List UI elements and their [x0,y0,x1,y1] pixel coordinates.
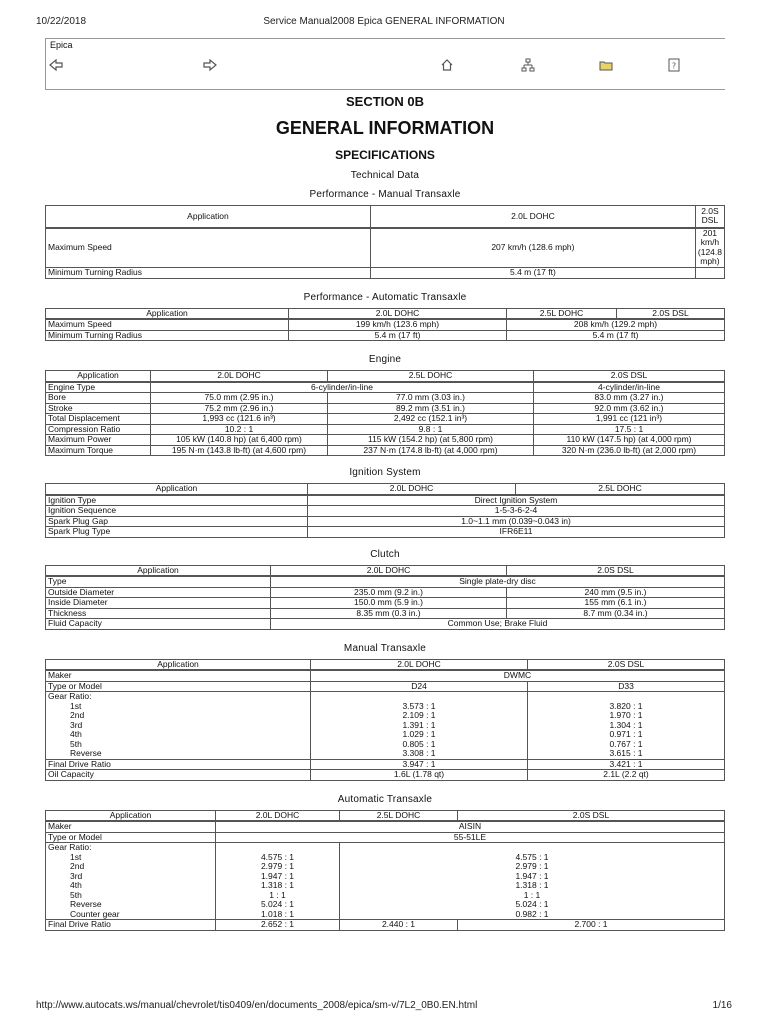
table-row [46,920,725,931]
gear-label: 4th [70,880,82,890]
table-row [46,228,725,268]
cell: 5.4 m (17 ft) [370,268,695,279]
gear-values [311,692,528,760]
table-row [46,821,725,832]
table-header: 2.0S DSL [458,810,725,821]
manual-transaxle-heading: Manual Transaxle [343,642,427,654]
row-label: Total Displacement [46,414,151,425]
cell: 2,492 cc (152.1 in³) [328,414,534,425]
gear-ratio-labels [46,692,311,760]
cell: 110 kW (147.5 hp) (at 4,000 rpm) [534,435,725,446]
row-label: Maximum Speed [46,319,289,330]
ignition-heading: Ignition System [349,467,421,478]
gear-label: 3rd [70,870,83,881]
table-header: 2.0S DSL [534,371,725,382]
auto-transaxle-heading: Automatic Transaxle [337,793,433,805]
table-row [46,319,725,330]
gear-value: 1.318 : 1 [515,880,549,890]
table-header: 2.0L DOHC [370,206,695,228]
gear-label: Counter gear [70,908,120,919]
cell: 1-5-3-6-2-4 [308,506,725,517]
row-label: Outside Diameter [46,587,271,598]
gear-value: 2.979 : 1 [515,861,549,871]
gear-label: 2nd [70,710,85,720]
gear-value: 4.575 : 1 [260,851,295,862]
cell: 55-51LE [216,832,725,843]
page-number: 1/16 [712,1000,732,1011]
cell: 5.4 m (17 ft) [507,330,725,341]
table-header: 2.0L DOHC [289,308,507,319]
gear-value: 4.575 : 1 [515,851,549,862]
cell: 8.35 mm (0.3 in.) [271,608,507,619]
cell: 2.1L (2.2 qt) [528,770,725,781]
cell: 201 km/h (124.8 mph) [695,228,724,268]
svg-text:?: ? [671,61,677,71]
print-date: 10/22/2018 [36,16,87,27]
table-header: 2.0S DSL [695,206,724,228]
cell: 75.0 mm (2.95 in.) [151,393,328,404]
table-header: Application [46,371,151,382]
cell: D33 [528,681,725,692]
print-footer [36,1000,732,1014]
table-header: Application [46,659,311,670]
perf-manual-table [45,205,725,279]
table-row [46,527,725,538]
cell: 2.440 : 1 [340,920,458,931]
cell: IFR6E11 [308,527,725,538]
gear-value: 3.820 : 1 [609,700,643,711]
print-title: Service Manual2008 Epica GENERAL INFORMATION [263,16,505,27]
cell: 2.652 : 1 [216,920,340,931]
table-header: Application [46,206,371,228]
cell: 207 km/h (128.6 mph) [370,228,695,268]
table-row [46,759,725,770]
row-label: Spark Plug Type [46,527,308,538]
table-row [46,268,725,279]
gear-value: 5.024 : 1 [515,899,549,909]
table-row [46,495,725,506]
cell: 3.947 : 1 [311,759,528,770]
cell: 1,993 cc (121.6 in³) [151,414,328,425]
cell: 2.700 : 1 [458,920,725,931]
cell: 150.0 mm (5.9 in.) [271,598,507,609]
row-label: Type [46,576,271,587]
cell: 17.5 : 1 [534,424,725,435]
table-header: Application [46,565,271,576]
gear-value: 3.573 : 1 [402,700,436,711]
table-row [46,843,725,920]
cell: Single plate-dry disc [271,576,725,587]
forward-arrow-icon[interactable] [202,57,218,73]
gear-label: 1st [70,700,82,711]
gear-value: 1 : 1 [523,889,541,900]
cell: 199 km/h (123.6 mph) [289,319,507,330]
gear-ratio-label: Gear Ratio: [48,842,92,852]
table-row [46,506,725,517]
cell: 1.6L (1.78 qt) [311,770,528,781]
gear-label: 1st [70,851,82,862]
table-row [46,424,725,435]
home-icon[interactable] [439,57,455,73]
help-icon[interactable] [666,57,682,73]
gear-value: 1.970 : 1 [609,710,643,720]
row-label: Type or Model [46,681,311,692]
row-label: Ignition Type [46,495,308,506]
cell: 1.0~1.1 mm (0.039~0.043 in) [308,516,725,527]
gear-value: 3.615 : 1 [609,748,643,758]
clutch-table [45,565,725,630]
cell: 155 mm (6.1 in.) [507,598,725,609]
gear-value: 1.947 : 1 [260,870,295,881]
engine-table [45,370,725,456]
table-header: 2.0L DOHC [216,810,340,821]
page-title: GENERAL INFORMATION [275,118,495,138]
row-label: Inside Diameter [46,598,271,609]
cell: 92.0 mm (3.62 in.) [534,403,725,414]
sitemap-icon[interactable] [520,57,536,73]
gear-label: 5th [70,738,82,749]
document-content [45,93,725,931]
cell: 9.8 : 1 [328,424,534,435]
table-header: Application [46,810,216,821]
cell: AISIN [216,821,725,832]
table-row [46,435,725,446]
table-row [46,382,725,393]
row-label: Maximum Torque [46,445,151,456]
gear-value: 1.304 : 1 [609,719,643,730]
cell: 75.2 mm (2.96 in.) [151,403,328,414]
cell: DWMC [311,670,725,681]
manual-transaxle-table [45,659,725,781]
row-label: Maximum Speed [46,228,371,268]
row-label: Stroke [46,403,151,414]
table-header: Application [46,484,308,495]
table-row [46,692,725,760]
folder-icon[interactable] [598,57,614,73]
print-header [36,16,732,30]
gear-label: 5th [70,889,82,900]
gear-label: Reverse [70,748,102,758]
cell: 3.421 : 1 [528,759,725,770]
gear-label: 2nd [70,861,85,871]
row-label: Engine Type [46,382,151,393]
gear-value: 0.982 : 1 [515,908,549,919]
table-row [46,403,725,414]
cell: Common Use; Brake Fluid [271,619,725,630]
cell [695,268,724,279]
gear-value: 3.308 : 1 [402,748,436,758]
row-label: Final Drive Ratio [46,920,216,931]
cell: 4-cylinder/in-line [534,382,725,393]
row-label: Oil Capacity [46,770,311,781]
gear-ratio-labels [46,843,216,920]
gear-value: 1.947 : 1 [515,870,549,881]
gear-value: 0.805 : 1 [402,738,436,749]
perf-auto-table [45,308,725,342]
row-label: Type or Model [46,832,216,843]
cell: 8.7 mm (0.34 in.) [507,608,725,619]
table-header: 2.0S DSL [528,659,725,670]
gear-values [528,692,725,760]
cell: 89.2 mm (3.51 in.) [328,403,534,414]
gear-value: 1.318 : 1 [260,880,295,890]
manual-navbar [45,38,725,90]
ignition-table [45,483,725,538]
cell: 320 N·m (236.0 lb-ft) (at 2,000 rpm) [534,445,725,456]
auto-transaxle-table [45,810,725,931]
cell: Direct Ignition System [308,495,725,506]
row-label: Final Drive Ratio [46,759,311,770]
table-row [46,414,725,425]
gear-value: 0.971 : 1 [609,729,643,739]
table-row [46,608,725,619]
section-number: SECTION 0B [345,94,424,109]
row-label: Spark Plug Gap [46,516,308,527]
cell: 77.0 mm (3.03 in.) [328,393,534,404]
table-header: 2.0L DOHC [151,371,328,382]
table-row [46,770,725,781]
clutch-heading: Clutch [370,548,400,560]
table-header: 2.5L DOHC [328,371,534,382]
cell: 105 kW (140.8 hp) (at 6,400 rpm) [151,435,328,446]
gear-value: 1.029 : 1 [402,729,436,739]
cell: 208 km/h (129.2 mph) [507,319,725,330]
table-row [46,393,725,404]
table-row [46,832,725,843]
cell: 235.0 mm (9.2 in.) [271,587,507,598]
gear-label: Reverse [70,899,102,909]
cell: 6-cylinder/in-line [151,382,534,393]
cell: 10.2 : 1 [151,424,328,435]
cell: 83.0 mm (3.27 in.) [534,393,725,404]
row-label: Maker [46,821,216,832]
gear-value: 1.018 : 1 [260,908,295,919]
cell: 237 N·m (174.8 lb-ft) (at 4,000 rpm) [328,445,534,456]
gear-ratio-label: Gear Ratio: [48,691,92,701]
table-row [46,598,725,609]
perf-manual-heading: Performance - Manual Transaxle [309,189,461,200]
table-row [46,587,725,598]
gear-values [216,843,340,920]
perf-auto-heading: Performance - Automatic Transaxle [303,291,467,303]
cell: 195 N·m (143.8 lb-ft) (at 4,600 rpm) [151,445,328,456]
table-row [46,445,725,456]
print-url: http://www.autocats.ws/manual/chevrolet/tis0409/en/documents_2008/epica/sm-v/7L2_0B0.EN.html [36,1000,478,1011]
table-header: Application [46,308,289,319]
cell: 240 mm (9.5 in.) [507,587,725,598]
cell: 115 kW (154.2 hp) (at 5,800 rpm) [328,435,534,446]
table-header: 2.0S DSL [617,308,725,319]
row-label: Maker [46,670,311,681]
row-label: Compression Ratio [46,424,151,435]
table-header: 2.5L DOHC [507,308,617,319]
cell: D24 [311,681,528,692]
table-row [46,516,725,527]
gear-value: 2.979 : 1 [260,861,295,871]
gear-value: 1 : 1 [269,889,286,900]
row-label: Minimum Turning Radius [46,268,371,279]
row-label: Ignition Sequence [46,506,308,517]
back-arrow-icon[interactable] [48,57,64,73]
engine-heading: Engine [368,354,402,365]
table-row [46,681,725,692]
gear-label: 3rd [70,719,83,730]
table-header: 2.0L DOHC [271,565,507,576]
table-header: 2.0L DOHC [311,659,528,670]
row-label: Minimum Turning Radius [46,330,289,341]
table-header: 2.0S DSL [507,565,725,576]
gear-value: 1.391 : 1 [402,719,436,730]
technical-data-heading: Technical Data [350,170,420,181]
gear-label: 4th [70,729,82,739]
table-header: 2.5L DOHC [340,810,458,821]
gear-value: 2.109 : 1 [402,710,436,720]
navbar-brand: Epica [50,40,73,50]
row-label: Thickness [46,608,271,619]
gear-value: 0.767 : 1 [609,738,643,749]
cell: 1,991 cc (121 in³) [534,414,725,425]
table-header: 2.5L DOHC [516,484,725,495]
row-label: Fluid Capacity [46,619,271,630]
table-row [46,619,725,630]
row-label: Bore [46,393,151,404]
row-label: Maximum Power [46,435,151,446]
table-header: 2.0L DOHC [308,484,516,495]
gear-value: 5.024 : 1 [260,899,295,909]
table-row [46,670,725,681]
page-subtitle: SPECIFICATIONS [335,148,435,162]
table-row [46,576,725,587]
gear-values [340,843,725,920]
table-row [46,330,725,341]
cell: 5.4 m (17 ft) [289,330,507,341]
